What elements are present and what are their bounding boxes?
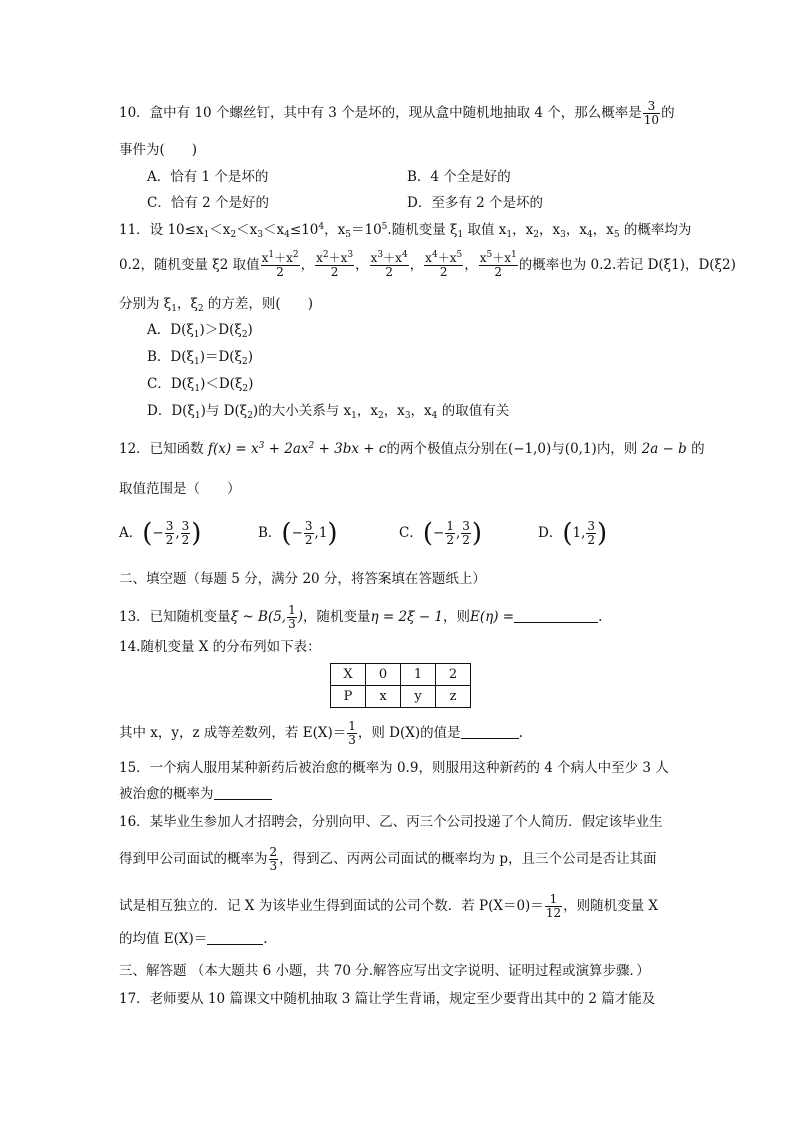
table-row: X 0 1 2 [331, 664, 471, 686]
section-2-heading: 二、填空题（每题 5 分，满分 20 分，将答案填在答题纸上） [119, 571, 486, 587]
q10-text: 10．盒中有 10 个螺丝钉，其中有 3 个是坏的，现从盒中随机地抽取 4 个，那么概率是 [119, 105, 642, 121]
q11-frac-5: $\frac{x^5+x^1}{2}$ [479, 250, 517, 279]
q12-line2: 取值范围是（ ） [119, 481, 241, 497]
q15-line2: 被治愈的概率为 [119, 785, 272, 803]
q12-option-d: D．(1, $\frac{3}{2}$ ) [538, 518, 608, 549]
q11-line1: 11．设 $10\le x_1<x_2<x_3<x_4\le 10^4$，$x_5=10^5$.随机变量 $\xi_1$ 取值 $x_1$，$x_2$，$x_3$，$x_4$，$x_5$ 的概率均为 [119, 222, 692, 240]
q12-option-c: C．(− $\frac{1}{2}$ , $\frac{3}{2}$ ) [399, 518, 483, 549]
q10-option-b: B．4 个全是好的 [407, 169, 511, 185]
q14-distribution-table [330, 663, 471, 708]
section-3-heading: 三、解答题 （本大题共 6 小题，共 70 分.解答应写出文字说明、证明过程或演算步骤．） [119, 963, 650, 979]
q14-line1: 14.随机变量 X 的分布列如下表： [119, 639, 321, 655]
q14-line2: 其中 x，y，z 成等差数列，若 E(X)＝ $\frac{1}{3}$ ，则 D(X)的值是 . [119, 719, 523, 747]
q12-option-b: B．(− $\frac{3}{2}$ ,1) [258, 518, 338, 549]
q12-line1: 12．已知函数 $f(x) = x^3 + 2ax^2 + 3bx + c$的两个极值点分别在(−1,0)与(0,1)内，则 2a − b 的 [119, 441, 705, 457]
q13-answer-blank[interactable] [514, 622, 598, 623]
q11-option-a: A．$D(\xi_1)>D(\xi_2)$ [147, 322, 253, 340]
q11-line3: 分别为 $\xi_1$，$\xi_2$ 的方差，则( ) [119, 296, 313, 314]
q11-line2: 0.2，随机变量 ξ2 取值 $\frac{x^1+x^2}{2}$ ， $\frac{x^2+x^3}{2}$ ， $\frac{x^3+x^4}{2}$ ， $\frac{x^4+x^5}{2}$ ， $\frac{x^5+x^1}{2}$ 的概率也为 0.2.若记 D(ξ1)，D(ξ2) [119, 250, 736, 279]
q16-line3: 试是相互独立的．记 X 为该毕业生得到面试的公司个数．若 P(X＝0)＝ $\frac{1}{12}$ ，则随机变量 X [119, 892, 658, 920]
q12-function: $f(x) = x^3 + 2ax^2 + 3bx + c$ [207, 441, 387, 457]
q11-frac-3: $\frac{x^3+x^4}{2}$ [370, 250, 408, 279]
q16-line4: 的均值 E(X)＝ . [119, 931, 268, 947]
q10-option-a: A．恰有 1 个是坏的 [147, 169, 269, 185]
q14-answer-blank[interactable] [461, 738, 519, 739]
q10-fraction: $\frac{3}{10}$ [643, 99, 660, 127]
q15-line1: 15．一个病人服用某种新药后被治愈的概率为 0.9，则服用这种新药的 4 个病人中至少 3 人 [119, 760, 669, 776]
q16-line2: 得到甲公司面试的概率为 $\frac{2}{3}$ ，得到乙、丙两公司面试的概率均为 p，且三个公司是否让其面 [119, 845, 657, 873]
q11-frac-2: $\frac{x^2+x^3}{2}$ [316, 250, 354, 279]
q11-frac-4: $\frac{x^4+x^5}{2}$ [425, 250, 463, 279]
q10-line2: 事件为( ) [119, 142, 198, 158]
q12-option-a: A．(− $\frac{3}{2}$ , $\frac{3}{2}$ ) [119, 518, 202, 549]
q16-line1: 16．某毕业生参加人才招聘会，分别向甲、乙、丙三个公司投递了个人简历．假定该毕业生 [119, 814, 663, 830]
q11-option-d: D．$D(\xi_1)$与 $D(\xi_2)$的大小关系与 $x_1$，$x_2$，$x_3$，$x_4$ 的取值有关 [147, 403, 510, 421]
q13-line: 13．已知随机变量ξ ~ B(5, $\frac{1}{3}$ )，随机变量η = 2ξ − 1，则E(η) = . [119, 603, 603, 631]
q11-frac-1: $\frac{x^1+x^2}{2}$ [261, 250, 299, 279]
q11-option-b: B．$D(\xi_1)=D(\xi_2)$ [147, 349, 253, 367]
q15-answer-blank[interactable] [214, 799, 272, 800]
q11-option-c: C．$D(\xi_1)<D(\xi_2)$ [147, 376, 254, 394]
q10-option-c: C．恰有 2 个是好的 [147, 195, 270, 211]
table-row: P x y z [331, 686, 471, 708]
q17-line1: 17．老师要从 10 篇课文中随机抽取 3 篇让学生背诵，规定至少要背出其中的 2 篇才能及 [119, 991, 656, 1007]
q10-line1: 10．盒中有 10 个螺丝钉，其中有 3 个是坏的，现从盒中随机地抽取 4 个，那么概率是 $\frac{3}{10}$ 的 [119, 99, 675, 127]
q10-option-d: D．至多有 2 个是坏的 [407, 195, 543, 211]
q16-answer-blank[interactable] [207, 944, 263, 945]
